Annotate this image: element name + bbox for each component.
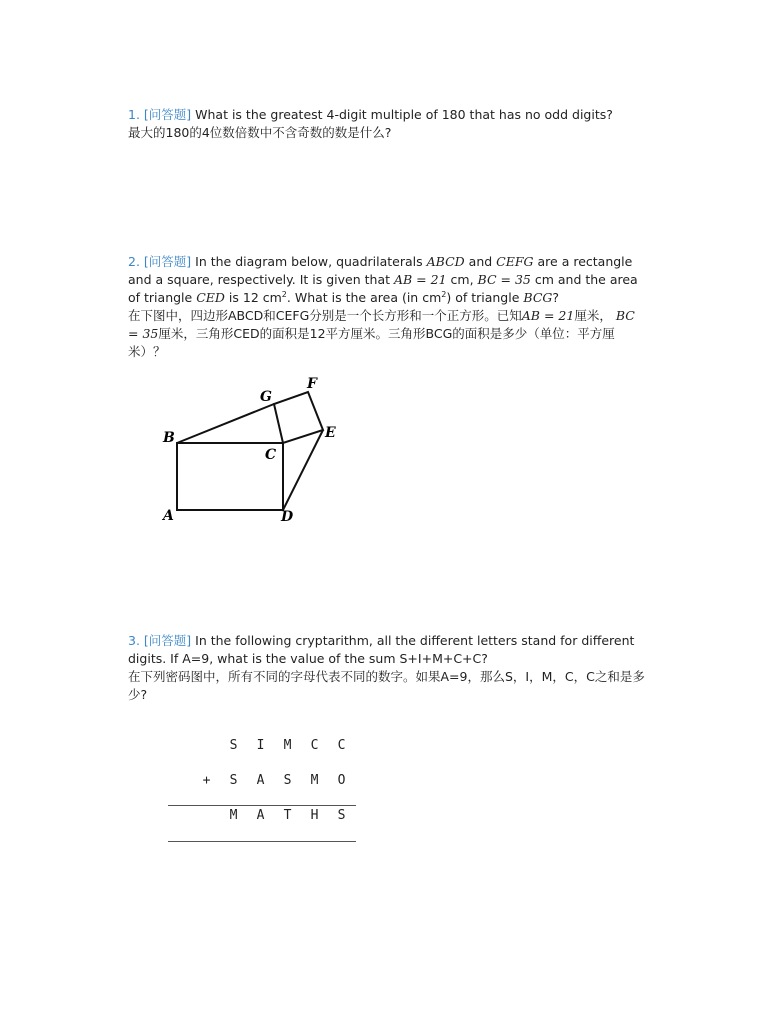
question-1-english xyxy=(128,106,648,124)
q2-zh-math-bc: BC = 35 xyxy=(128,308,635,341)
q2-sup-1: 2 xyxy=(281,289,287,299)
sum-line-top xyxy=(168,805,356,806)
q2-text-e: cm and the area of triangle xyxy=(128,272,638,305)
label-d: D xyxy=(281,509,294,525)
crypt-letter: S xyxy=(337,808,346,823)
crypt-letter: S xyxy=(229,773,238,788)
q2-zh-a: 在下图中，四边形ABCD和CEFG分别是一个长方形和一个正方形。已知 xyxy=(128,308,522,323)
question-2-tag: 2. [问答题] xyxy=(128,254,192,269)
square-cefg xyxy=(274,392,323,443)
question-2 xyxy=(128,253,648,361)
q2-math-abcd: ABCD xyxy=(426,254,465,269)
question-3-text-en: In the following cryptarithm, all the different letters stand for different digits. If A=9, what is the value of the sum S+I+M+C+C? xyxy=(128,633,635,666)
q2-text-h: ) of triangle xyxy=(446,290,520,305)
crypt-letter: O xyxy=(337,773,346,788)
crypt-letter: M xyxy=(283,738,292,753)
geometry-diagram xyxy=(150,368,350,528)
label-g: G xyxy=(260,389,272,405)
crypt-letter: T xyxy=(283,808,292,823)
q2-sup-2: 2 xyxy=(441,289,447,299)
q2-math-ced: CED xyxy=(196,290,225,305)
crypt-letter: H xyxy=(310,808,319,823)
segment-bg xyxy=(177,404,274,443)
label-c: C xyxy=(265,447,277,463)
crypt-letter: S xyxy=(283,773,292,788)
label-e: E xyxy=(325,425,336,441)
label-a: A xyxy=(163,508,174,524)
question-2-english xyxy=(128,253,648,307)
cryptarithm-row-2 xyxy=(193,773,355,788)
question-3-english xyxy=(128,632,648,668)
q2-text-c: are a rectangle and a square, respectively. It is given that xyxy=(128,254,633,287)
q2-text-i: ? xyxy=(552,290,560,305)
label-f: F xyxy=(307,376,317,392)
crypt-letter: S xyxy=(229,738,238,753)
q2-text-f: is 12 cm xyxy=(228,290,282,305)
crypt-letter: C xyxy=(337,738,346,753)
crypt-letter: M xyxy=(229,808,238,823)
question-3-tag: 3. [问答题] xyxy=(128,633,192,648)
cryptarithm-row-1 xyxy=(220,738,355,753)
crypt-letter: A xyxy=(256,808,265,823)
q2-math-cefg: CEFG xyxy=(496,254,534,269)
label-b: B xyxy=(163,430,175,446)
q2-math-bc: BC = 35 xyxy=(477,272,531,287)
crypt-letter: M xyxy=(310,773,319,788)
q2-zh-b: 厘米， xyxy=(574,308,612,323)
q2-text-a: In the diagram below, quadrilaterals xyxy=(195,254,423,269)
question-1-tag: 1. [问答题] xyxy=(128,107,192,122)
plus-sign: + xyxy=(202,773,211,788)
crypt-letter: A xyxy=(256,773,265,788)
q2-math-bcg: BCG xyxy=(523,290,553,305)
crypt-letter: C xyxy=(310,738,319,753)
question-3-text-zh: 在下列密码图中，所有不同的字母代表不同的数字。如果A=9，那么S，I，M，C，C之和是多少? xyxy=(128,669,645,702)
crypt-letter: I xyxy=(256,738,265,753)
cryptarithm-row-3 xyxy=(220,808,355,823)
sum-line-bottom xyxy=(168,841,356,842)
q2-zh-c: 厘米，三角形CED的面积是12平方厘米。三角形BCG的面积是多少（单位：平方厘米）？ xyxy=(128,326,615,359)
q2-zh-math-ab: AB = 21 xyxy=(521,308,575,323)
question-3 xyxy=(128,632,648,704)
q2-text-g: . What is the area (in cm xyxy=(286,290,442,305)
question-1-text-en: What is the greatest 4-digit multiple of 180 that has no odd digits? xyxy=(195,107,613,122)
q2-text-b: and xyxy=(468,254,493,269)
question-1 xyxy=(128,106,648,142)
question-2-chinese xyxy=(128,307,648,361)
q2-math-ab: AB = 21 xyxy=(394,272,447,287)
q2-text-d: cm, xyxy=(450,272,474,287)
question-1-text-zh: 最大的180的4位数倍数中不含奇数的数是什么? xyxy=(128,125,392,140)
